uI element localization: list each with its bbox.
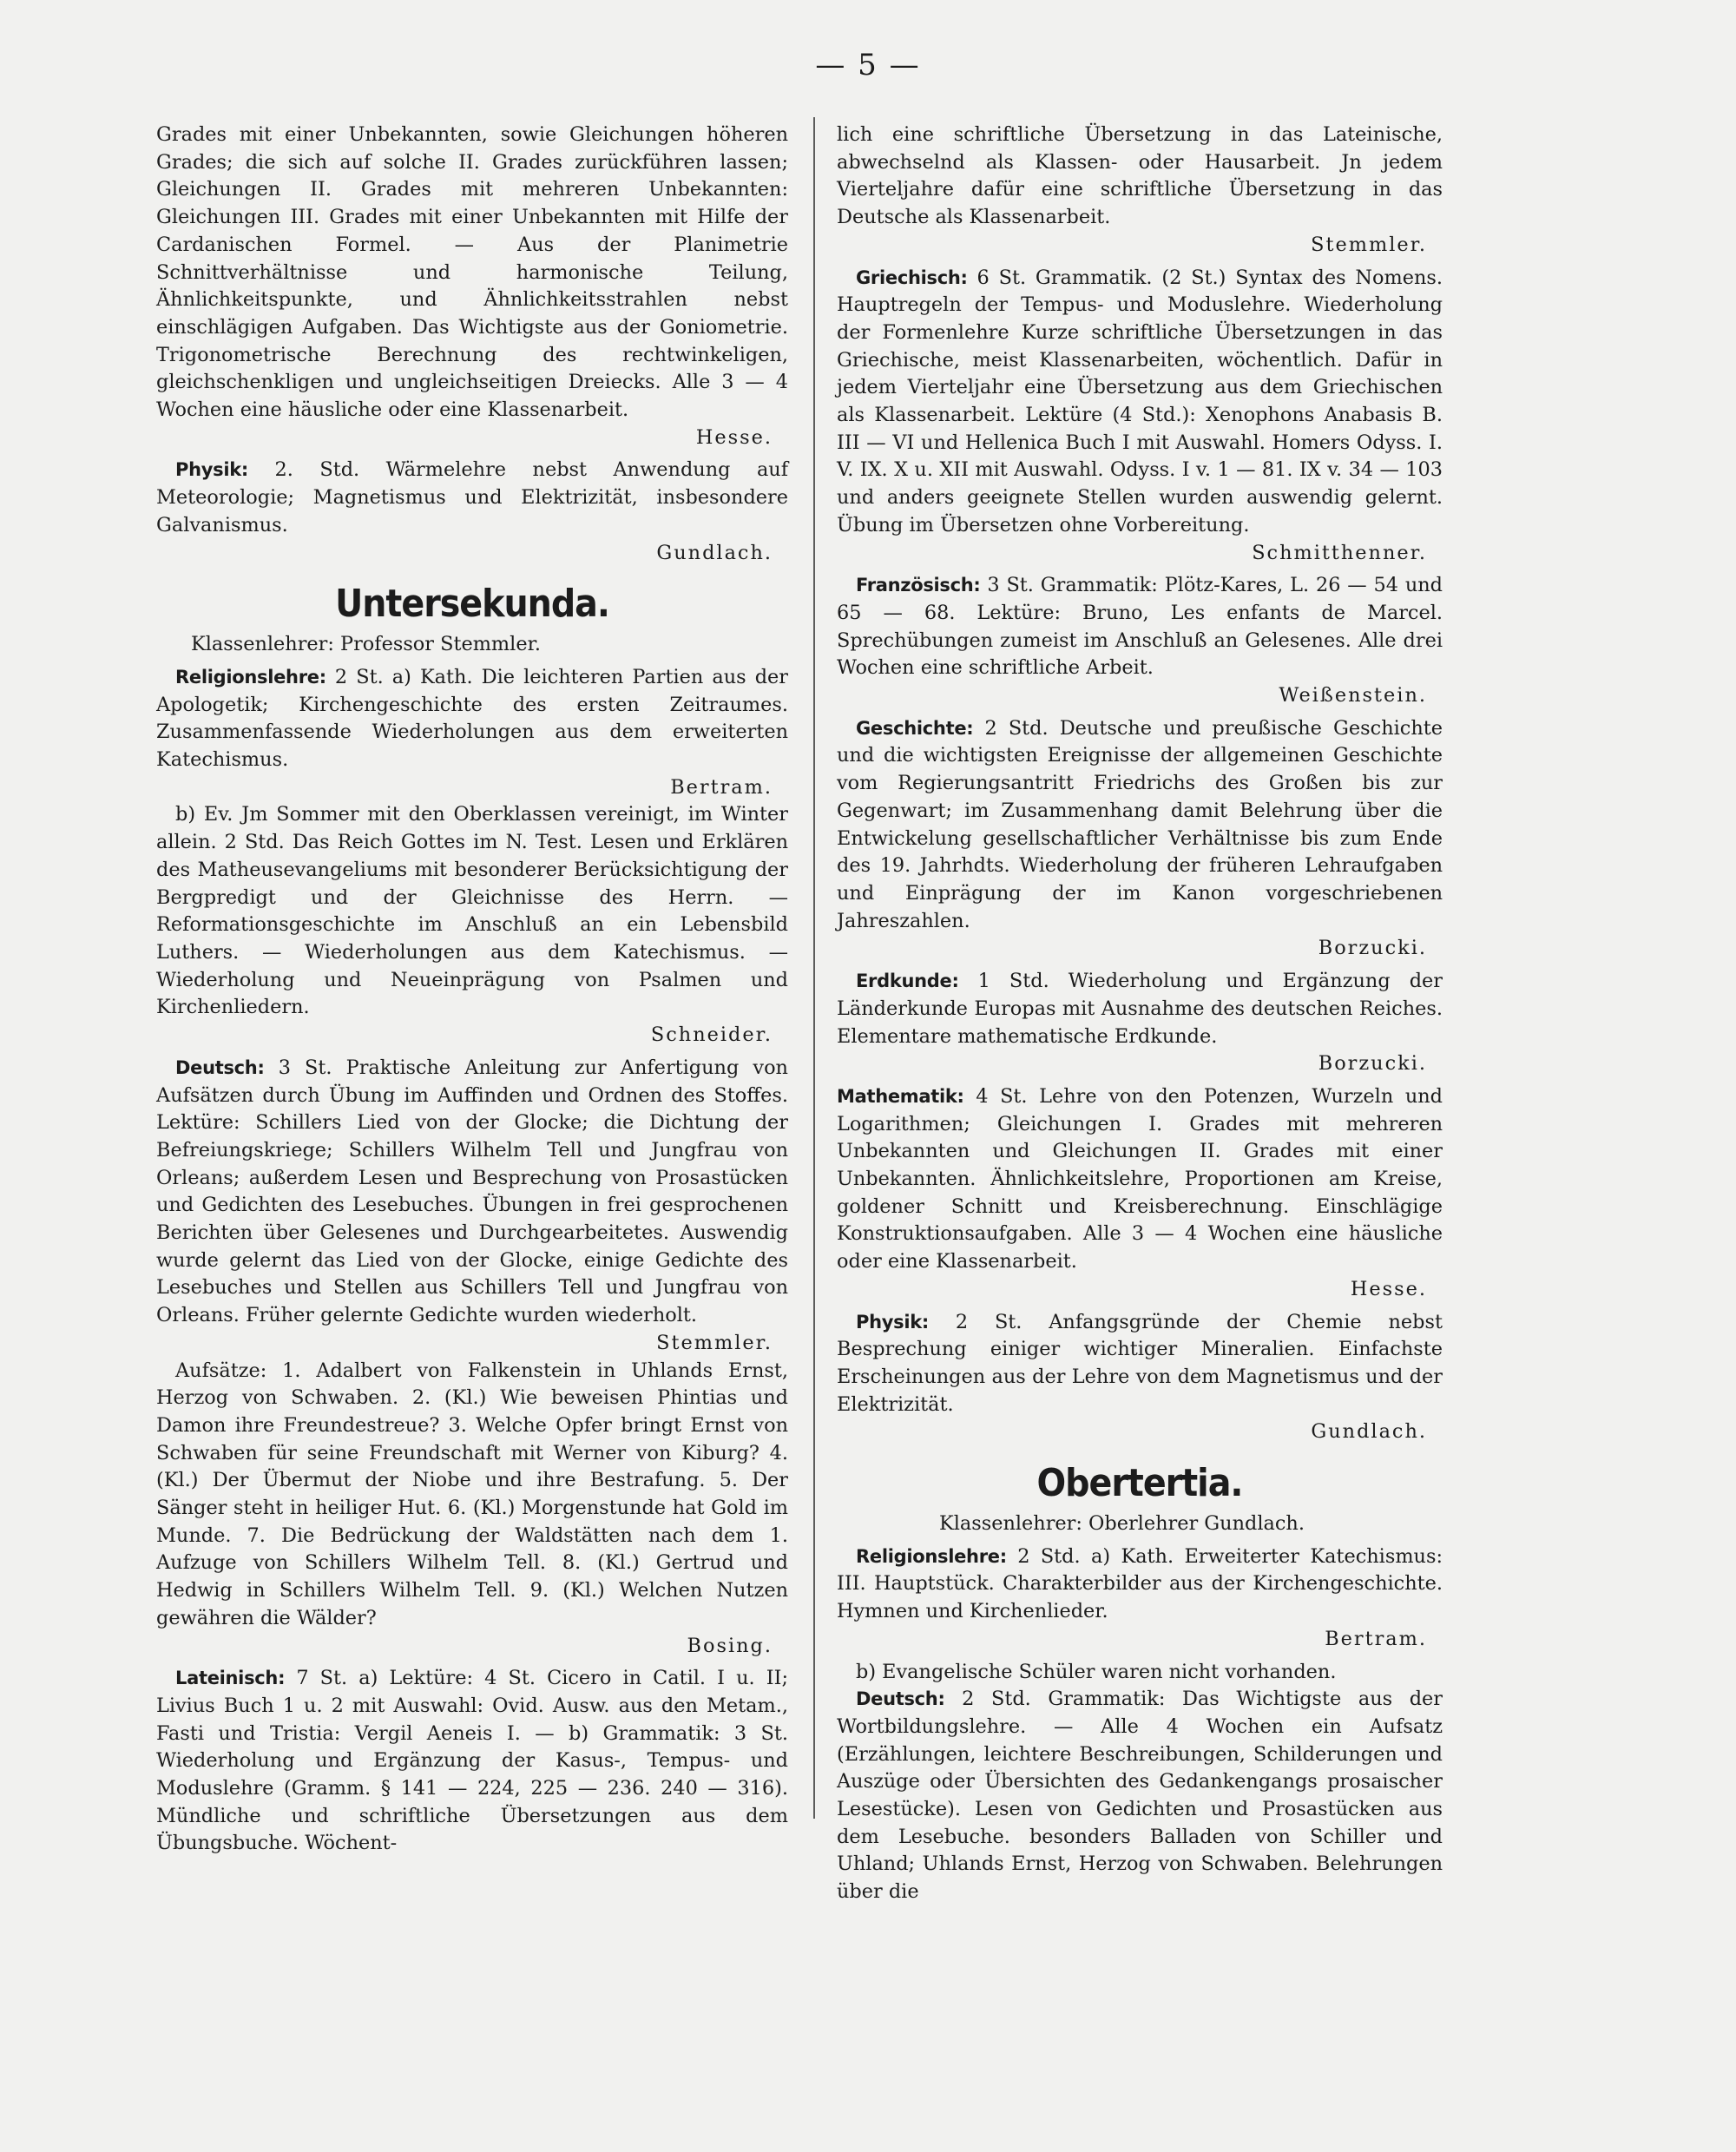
subject-text: 1 Std. Wiederholung und Ergänzung der Länderkunde Europas mit Ausnahme des deutschen Reiches. Elementare mathematische Erdkunde. [837,970,1443,1048]
subject-label: Griechisch: [856,267,968,288]
paragraph-deutsch [156,1055,788,1330]
class-teacher: Klassenlehrer: Professor Stemmler. [191,633,541,656]
paragraph-physik [156,457,788,539]
signature: Bertram. [1325,1627,1427,1650]
column-divider [813,117,815,1819]
subject-text: 2 St. a) Kath. Die leichteren Partien aus der Apologetik; Kirchengeschichte des ersten Zeitraumes. Zusammenfassende Wiederholungen aus dem erweiterten Katechismus. [156,665,788,772]
subject-text: 6 St. Grammatik. (2 St.) Syntax des Nomens. Hauptregeln der Tempus- und Moduslehre. Wiederholung der Formenlehre Kurze schriftliche Übersetzungen in das Griechische, meist Klassenarbeiten, wöchentlich. Dafür in jedem Vierteljahr eine Übersetzung aus dem Griechischen als Klassenarbeit. Lektüre (4 Std.): Xenophons Anabasis B. III — VI und Hellenica Buch I mit Auswahl. Homers Odyss. I. V. IX. X u. XII mit Auswahl. Odyss. I v. 1 — 81. IX v. 34 — 103 und anders geeignete Stellen wurden auswendig gelernt. Übung im Übersetzen ohne Vorbereitung. [837,266,1443,536]
paragraph-mathematik [837,1083,1443,1276]
signature: Stemmler. [656,1331,773,1354]
signature: Schneider. [650,1023,773,1047]
paragraph-physik [837,1309,1443,1419]
paragraph-religion [156,664,788,774]
signature: Hesse. [1350,1277,1427,1300]
subject-text: 2. Std. Wärmelehre nebst Anwendung auf Meteorologie; Magnetismus und Elektrizität, insbesondere Galvanismus. [156,458,788,536]
subject-text: 2 Std. Grammatik: Das Wichtigste aus der Wortbildungslehre. — Alle 4 Wochen ein Aufsatz (Erzählungen, leichtere Beschreibungen, Schilderungen und Auszüge oder Übersichten des Gedankengangs prosaischer Lesestücke). Lesen von Gedichten und Prosastücken aus dem Lesebuche. besonders Balladen von Schiller und Uhland; Uhlands Ernst, Herzog von Schwaben. Belehrungen über die [837,1688,1443,1904]
paragraph-franzoesisch [837,572,1443,682]
subject-label: Geschichte: [856,717,974,739]
signature: Bertram. [670,775,773,799]
signature: Schmitthenner. [1252,541,1427,564]
subject-label: Physik: [175,459,248,481]
signature: Gundlach. [1311,1420,1427,1444]
subject-label: Deutsch: [175,1056,265,1078]
subject-label: Physik: [856,1311,929,1333]
signature: Weißenstein. [1279,684,1427,707]
signature: Hesse. [695,425,773,449]
class-teacher: Klassenlehrer: Oberlehrer Gundlach. [939,1512,1305,1536]
signature: Stemmler. [1311,233,1427,256]
subject-label: Französisch: [856,575,981,596]
paragraph-griechisch [837,265,1443,540]
subject-label: Erdkunde: [856,971,959,992]
paragraph-intro: lich eine schriftliche Übersetzung in das Lateinische, abwechselnd als Klassen- oder Hausarbeit. Jn jedem Vierteljahre dafür eine schriftliche Übersetzung in das Deutsche als Klassenarbeit. [837,123,1443,229]
subject-text: 2 Std. Deutsche und preußische Geschichte und die wichtigsten Ereignisse der allgemeinen Geschichte vom Regierungsantritt Friedrichs des Großen bis zur Gegenwart; im Zusammenhang damit Belehrung über die Entwickelung gesellschaftlicher Verhältnisse bis zum Ende des 19. Jahrhdts. Wiederholung der früheren Lehraufgaben und Einprägung der im Kanon vorgeschriebenen Jahreszahlen. [837,716,1443,932]
signature: Bosing. [687,1634,773,1657]
signature: Gundlach. [656,541,773,564]
subject-text: 7 St. a) Lektüre: 4 St. Cicero in Catil. I u. II; Livius Buch 1 u. 2 mit Auswahl: Ovid. Ausw. aus den Metam., Fasti und Tristia: Vergil Aeneis I. — b) Grammatik: 3 St. Wiederholung und Ergänzung der Kasus-, Tempus- und Moduslehre (Gramm. § 141 — 224, 225 — 236. 240 — 316). Mündliche und schriftliche Übersetzungen aus dem Übungsbuche. Wöchent- [156,1667,789,1855]
signature: Borzucki. [1318,1052,1427,1076]
paragraph-deutsch [837,1686,1443,1906]
subject-text: 3 St. Grammatik: Plötz-Kares, L. 26 — 54 und 65 — 68. Lektüre: Bruno, Les enfants de Marcel. Sprechübungen zumeist im Anschluß an Gelesenes. Alle drei Wochen eine schriftliche Arbeit. [837,574,1443,680]
paragraph-latein [156,1665,788,1858]
subject-text: 2 St. Anfangsgründe der Chemie nebst Besprechung einiger wichtiger Mineralien. Einfachste Erscheinungen aus der Lehre von dem Magnetismus und der Elektrizität. [837,1310,1443,1416]
section-heading-untersekunda: Untersekunda. [335,582,609,627]
paragraph-erdkunde [837,968,1443,1050]
subject-label: Lateinisch: [175,1668,286,1689]
left-column [156,122,788,1858]
subject-text: 4 St. Lehre von den Potenzen, Wurzeln und Logarithmen; Gleichungen I. Grades mit mehreren Unbekannten und Gleichungen II. Grades mit einer Unbekannten. Ähnlichkeitslehre, Proportionen am Kreise, goldener Schnitt und Kreisberechnung. Einschlägige Konstruktionsaufgaben. Alle 3 — 4 Wochen eine häusliche oder eine Klassenarbeit. [837,1084,1443,1273]
subject-label: Religionslehre: [175,666,326,688]
paragraph-religion [837,1543,1443,1626]
paragraph-religion-ev: b) Evangelische Schüler waren nicht vorhanden. [856,1660,1337,1683]
subject-text: 3 St. Praktische Anleitung zur Anfertigung von Aufsätzen durch Übung im Auffinden und Ordnen des Stoffes. Lektüre: Schillers Lied von der Glocke; die Dichtung der Befreiungskriege; Schillers Wilhelm Tell und Jungfrau von Orleans; außerdem Lesen und Besprechung von Prosastücken und Gedichten des Lesebuches. Übungen in frei gesprochenen Berichten über Gelesenes und Durchgearbeitetes. Auswendig wurde gelernt das Lied von der Glocke, einige Gedichte des Lesebuches und Stellen aus Schillers Tell und Jungfrau von Orleans. Früher gelernte Gedichte wurden wiederholt. [156,1056,788,1327]
paragraph-geschichte [837,715,1443,936]
paragraph-religion-ev: b) Ev. Jm Sommer mit den Oberklassen vereinigt, im Winter allein. 2 Std. Das Reich Gottes im N. Test. Lesen und Erklären des Matheusevangeliums mit besonderer Berücksichtigung der Bergpredigt und der Gleichnisse des Herrn. — Reformationsgeschichte im Anschluß an ein Lebensbild Luthers. — Wiederholungen aus dem Katechismus. — Wiederholung und Neueinprägung von Psalmen und Kirchenliedern. [156,803,788,1019]
section-heading-obertertia: Obertertia. [1036,1461,1243,1506]
right-column [837,122,1443,1906]
paragraph-aufsaetze: Aufsätze: 1. Adalbert von Falkenstein in Uhlands Ernst, Herzog von Schwaben. 2. (Kl.) Wie beweisen Phintias und Damon ihre Freundestreue? 3. Welche Opfer bringt Ernst von Schwaben für seine Freundschaft mit Werner von Kiburg? 4. (Kl.) Der Übermut der Niobe und ihre Bestrafung. 5. Der Sänger steht in heiliger Hut. 6. (Kl.) Morgenstunde hat Gold im Munde. 7. Die Bedrückung der Waldstätten nach dem 1. Aufzuge von Schillers Wilhelm Tell. 8. (Kl.) Gertrud und Hedwig in Schillers Wilhelm Tell. 9. (Kl.) Welchen Nutzen gewähren die Wälder? [156,1359,788,1629]
subject-label: Religionslehre: [856,1545,1007,1567]
signature: Borzucki. [1318,937,1427,960]
subject-label: Mathematik: [837,1085,964,1107]
page-number: — 5 — [815,48,921,82]
subject-text: 2 Std. a) Kath. Erweiterter Katechismus: III. Hauptstück. Charakterbilder aus der Kirchengeschichte. Hymnen und Kirchenlieder. [837,1544,1443,1623]
paragraph-intro: Grades mit einer Unbekannten, sowie Gleichungen höheren Grades; die sich auf solche II. Grades zurückführen lassen; Gleichungen II. Grades mit mehreren Unbekannten: Gleichungen III. Grades mit einer Unbekannten mit Hilfe der Cardanischen Formel. — Aus der Planimetrie Schnittverhältnisse und harmonische Teilung, Ähnlichkeitspunkte, und Ähnlichkeitsstrahlen nebst einschlägigen Aufgaben. Das Wichtigste aus der Goniometrie. Trigonometrische Berechnung des rechtwinkeligen, gleichschenkligen und ungleichseitigen Dreiecks. Alle 3 — 4 Wochen eine häusliche oder eine Klassenarbeit. [156,123,788,422]
subject-label: Deutsch: [856,1688,945,1710]
